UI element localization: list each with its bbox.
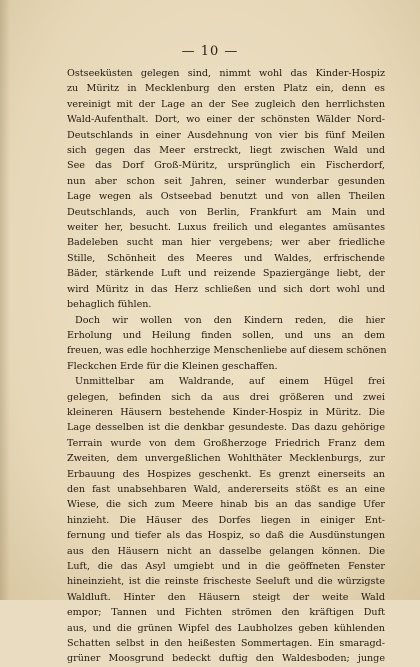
text-line: Fleckchen Erde für die Kleinen geschaffen. [67, 360, 278, 372]
text-line: vereinigt mit der Lage an der See zugleich den herrlichsten [67, 98, 385, 110]
text-line: Unmittelbar am Waldrande, auf einem Hügel frei [75, 376, 385, 388]
text-line: behaglich fühlen. [67, 299, 152, 311]
text-line: See das Dorf Groß-Müritz, ursprünglich ein Fischerdorf, [67, 160, 385, 172]
text-line: Wald-Aufenthalt. Dort, wo einer der schönsten Wälder Nord- [67, 114, 385, 126]
text-line: aus den Häusern nicht an dasselbe gelangen können. Die [67, 545, 385, 557]
text-line: Badeleben sucht man hier vergebens; wer aber friedliche [67, 237, 385, 249]
body-text [67, 66, 385, 667]
text-line: Erholung und Heilung finden sollen, und uns an dem [67, 329, 385, 341]
text-line: nun aber schon seit Jahren, seiner wunderbar gesunden [67, 175, 385, 187]
text-line: Bäder, stärkende Luft und reizende Spaziergänge liebt, der [67, 268, 385, 280]
text-line: Doch wir wollen von den Kindern reden, die hier [75, 314, 385, 326]
text-line: sich gegen das Meer erstreckt, liegt zwischen Wald und [67, 145, 385, 157]
text-line: weiter her, besucht. Luxus freilich und elegantes amüsantes [67, 222, 385, 234]
text-line: Deutschlands in einer Ausdehnung von vier bis fünf Meilen [67, 129, 385, 141]
text-line: den fast unabsehbaren Wald, andererseits stößt es an eine [67, 483, 385, 495]
text-line: kleineren Häusern bestehende Kinder-Hospiz in Müritz. Die [67, 406, 385, 418]
text-line: zu Müritz in Mecklenburg den ersten Platz ein, denn es [67, 83, 385, 95]
text-line: hineinzieht, ist die reinste frischeste Seeluft und die würzigste [67, 576, 385, 588]
text-line: Luft, die das Asyl umgiebt und in die geöffneten Fenster [67, 561, 385, 572]
page-binding-shadow [0, 0, 10, 600]
text-line: Lage desselben ist die denkbar gesundeste. Das dazu gehörige [67, 422, 385, 434]
text-line: grüner Moosgrund bedeckt duftig den Waldesboden; junge [67, 653, 385, 665]
text-line: hinzieht. Die Häuser des Dorfes liegen in einiger Ent- [67, 514, 385, 526]
text-line: Stille, Schönheit des Meeres und Waldes, erfrischende [67, 252, 385, 264]
text-line: gelegen, befinden sich da aus drei größeren und zwei [67, 391, 385, 403]
text-line: Zweiten, dem unvergeßlichen Wohlthäter Mecklenburgs, zur [67, 453, 385, 465]
text-line: Terrain wurde von dem Großherzoge Friedrich Franz dem [67, 437, 385, 449]
text-line: Erbauung des Hospizes geschenkt. Es grenzt einerseits an [67, 468, 385, 480]
page-number: — 10 — [181, 44, 239, 59]
text-line: aus, und die grünen Wipfel des Laubholzes geben kühlenden [67, 622, 385, 634]
text-line: empor; Tannen und Fichten strömen den kräftigen Duft [67, 607, 385, 619]
text-line: Deutschlands, auch von Berlin, Frankfurt am Main und [67, 206, 385, 218]
text-line: fernung und tiefer als das Hospiz, so daß die Ausdünstungen [67, 530, 385, 542]
text-line: Ostseeküsten gelegen sind, nimmt wohl das Kinder-Hospiz [67, 68, 385, 79]
text-line: wird Müritz in das Herz schließen und sich dort wohl und [67, 283, 385, 295]
text-line: Lage wegen als Ostseebad benutzt und von allen Theilen [67, 191, 385, 203]
text-line: freuen, was edle hochherzige Menschenliebe auf diesem schönen [67, 345, 387, 357]
text-line: Waldluft. Hinter den Häusern steigt der weite Wald [67, 591, 385, 603]
text-line: Wiese, die sich zum Meere hinab bis an das sandige Ufer [67, 499, 385, 511]
text-line: Schatten selbst in den heißesten Sommertagen. Ein smaragd- [67, 638, 385, 650]
